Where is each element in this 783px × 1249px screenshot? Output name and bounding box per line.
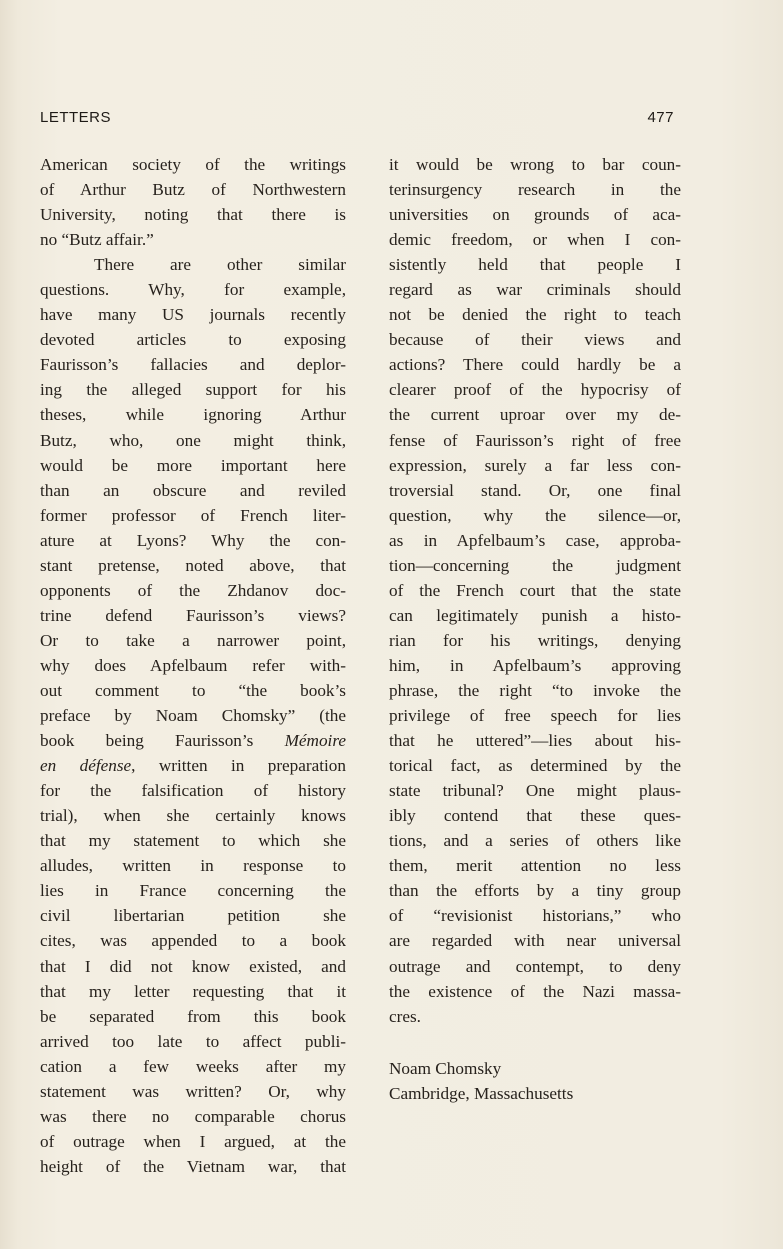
text-line: [389, 828, 681, 853]
text-line: [40, 628, 346, 653]
text-line: [40, 778, 346, 803]
text-line: [389, 503, 681, 528]
text-line: [40, 453, 346, 478]
text-line: [40, 152, 346, 177]
text-line: [40, 979, 346, 1004]
text-line: [389, 152, 681, 177]
page-number: 477: [647, 109, 674, 126]
text-run: Or to take a narrower point,: [40, 630, 346, 650]
text-run: have many US journals recently: [40, 305, 346, 325]
text-run: tions, and a series of others like: [389, 831, 681, 851]
text-run: that my statement to which she: [40, 831, 346, 851]
text-run: , written in preparation: [131, 756, 346, 776]
text-run: it would be wrong to bar coun-: [389, 155, 681, 174]
text-line: [389, 853, 681, 878]
text-run: American society of the writings: [40, 155, 346, 174]
text-line: [389, 803, 681, 828]
text-run: that I did not know existed, and: [40, 956, 346, 976]
text-run: not be denied the right to teach: [389, 305, 681, 325]
text-line: [389, 703, 681, 728]
text-run: phrase, the right “to invoke the: [389, 680, 681, 700]
text-line: [40, 1079, 346, 1104]
text-line: [40, 1004, 346, 1029]
text-line: [40, 603, 346, 628]
text-run: Faurisson’s fallacies and deplor-: [40, 355, 346, 375]
text-line: [389, 202, 681, 227]
text-line: [389, 928, 681, 953]
text-line: [40, 1154, 346, 1179]
text-run: than an obscure and reviled: [40, 480, 346, 500]
text-line: [389, 227, 681, 252]
text-line: [40, 903, 346, 928]
text-line: [389, 628, 681, 653]
text-line: [40, 703, 346, 728]
text-line: [389, 678, 681, 703]
text-line: [40, 1029, 346, 1054]
text-run: Butz, who, one might think,: [40, 430, 346, 450]
text-line: [389, 603, 681, 628]
text-run: cation a few weeks after my: [40, 1056, 346, 1076]
text-run: arrived too late to affect publi-: [40, 1031, 346, 1051]
text-line: [40, 377, 346, 402]
text-run: questions. Why, for example,: [40, 280, 346, 300]
text-run: of the French court that the state: [389, 580, 681, 600]
text-run: out comment to “the book’s: [40, 680, 346, 700]
right-column: [389, 152, 681, 1106]
text-line: [389, 903, 681, 928]
italic-title: en défense: [40, 756, 132, 776]
text-line: [40, 878, 346, 903]
text-line: [389, 1004, 681, 1029]
text-run: fense of Faurisson’s right of free: [389, 430, 681, 450]
text-line: [389, 428, 681, 453]
text-run: was there no comparable chorus: [40, 1106, 346, 1126]
text-run: that he uttered”—lies about his-: [389, 731, 681, 751]
text-line: [389, 954, 681, 979]
text-line: [389, 653, 681, 678]
text-line: [40, 803, 346, 828]
text-run: the existence of the Nazi massa-: [389, 981, 681, 1001]
section-title: LETTERS: [40, 109, 112, 126]
running-header: [40, 109, 674, 131]
text-line: [40, 252, 346, 277]
text-run: civil libertarian petition she: [40, 906, 346, 926]
text-run: opponents of the Zhdanov doc-: [40, 580, 346, 600]
text-line: [40, 402, 346, 427]
text-line: [40, 428, 346, 453]
text-line: [40, 1104, 346, 1129]
text-run: ing the alleged support for his: [40, 380, 346, 400]
text-line: [389, 478, 681, 503]
signature-name: Noam Chomsky: [389, 1058, 502, 1078]
text-line: [389, 878, 681, 903]
text-run: actions? There could hardly be a: [389, 355, 681, 375]
text-run: universities on grounds of aca-: [389, 205, 681, 225]
text-line: [389, 778, 681, 803]
text-run: rian for his writings, denying: [389, 630, 681, 650]
text-run: lies in France concerning the: [40, 881, 346, 901]
text-line: [40, 528, 346, 553]
text-line: [389, 528, 681, 553]
signature-gap: [389, 1029, 681, 1056]
text-line: [40, 553, 346, 578]
text-line: [40, 327, 346, 352]
text-run: terinsurgency research in the: [389, 180, 681, 200]
text-run: no “Butz affair.”: [40, 230, 154, 250]
text-run: tion—concerning the judgment: [389, 555, 681, 575]
text-line: [40, 227, 346, 252]
text-line: [389, 453, 681, 478]
text-line: [40, 653, 346, 678]
text-line: [389, 578, 681, 603]
text-line: [389, 252, 681, 277]
text-run: of “revisionist historians,” who: [389, 906, 681, 926]
text-run: that my letter requesting that it: [40, 981, 346, 1001]
text-line: [40, 177, 346, 202]
text-run: would be more important here: [40, 455, 346, 475]
right-column-text: [389, 152, 681, 1029]
text-run: outrage and contempt, to deny: [389, 956, 681, 976]
text-line: [40, 678, 346, 703]
text-run: alludes, written in response to: [40, 856, 346, 876]
text-run: question, why the silence—or,: [389, 505, 681, 525]
text-run: torical fact, as determined by the: [389, 756, 681, 776]
text-line: [40, 853, 346, 878]
text-run: can legitimately punish a histo-: [389, 605, 681, 625]
text-line: [40, 202, 346, 227]
text-run: trial), when she certainly knows: [40, 806, 346, 826]
text-run: University, noting that there is: [40, 205, 346, 225]
text-run: ibly contend that these ques-: [389, 806, 681, 826]
text-line: [40, 302, 346, 327]
text-run: the current uproar over my de-: [389, 405, 681, 425]
text-line: [40, 828, 346, 853]
text-run: demic freedom, or when I con-: [389, 230, 681, 250]
text-run: theses, while ignoring Arthur: [40, 405, 346, 425]
text-line: [389, 402, 681, 427]
text-line: [389, 553, 681, 578]
text-line: [389, 352, 681, 377]
text-run: why does Apfelbaum refer with-: [40, 655, 346, 675]
text-run: cites, was appended to a book: [40, 931, 346, 951]
text-run: for the falsification of history: [40, 781, 346, 801]
left-column: [40, 152, 346, 1179]
text-run: sistently held that people I: [389, 255, 681, 275]
text-run: of outrage when I argued, at the: [40, 1131, 346, 1151]
text-run: are regarded with near universal: [389, 931, 681, 951]
text-run: troversial stand. Or, one final: [389, 480, 681, 500]
text-run: book being Faurisson’s: [40, 731, 285, 751]
text-line: [389, 302, 681, 327]
text-run: ature at Lyons? Why the con-: [40, 530, 346, 550]
text-run: preface by Noam Chomsky” (the: [40, 706, 346, 726]
signature-location: Cambridge, Massachusetts: [389, 1083, 574, 1103]
text-run: clearer proof of the hypocrisy of: [389, 380, 681, 400]
text-run: trine defend Faurisson’s views?: [40, 605, 346, 625]
text-run: because of their views and: [389, 330, 681, 350]
text-line: [40, 753, 346, 778]
text-line: [389, 753, 681, 778]
text-line: [389, 377, 681, 402]
text-run: him, in Apfelbaum’s approving: [389, 655, 681, 675]
text-run: former professor of French liter-: [40, 505, 346, 525]
text-line: [40, 478, 346, 503]
text-line: [40, 728, 346, 753]
text-run: be separated from this book: [40, 1006, 346, 1026]
text-line: [389, 327, 681, 352]
text-run: cres.: [389, 1006, 421, 1026]
text-line: [40, 578, 346, 603]
text-run: state tribunal? One might plaus-: [389, 781, 681, 801]
text-run: devoted articles to exposing: [40, 330, 346, 350]
text-run: than the efforts by a tiny group: [389, 881, 681, 901]
text-run: them, merit attention no less: [389, 856, 681, 876]
italic-title: Mémoire: [284, 731, 346, 751]
text-line: [40, 503, 346, 528]
text-run: of Arthur Butz of Northwestern: [40, 180, 346, 200]
text-run: as in Apfelbaum’s case, approba-: [389, 530, 681, 550]
text-run: regard as war criminals should: [389, 280, 681, 300]
text-line: [40, 277, 346, 302]
text-run: stant pretense, noted above, that: [40, 555, 346, 575]
text-line: [389, 177, 681, 202]
text-line: [40, 352, 346, 377]
text-run: height of the Vietnam war, that: [40, 1156, 346, 1176]
text-line: [389, 277, 681, 302]
text-line: [389, 979, 681, 1004]
text-run: expression, surely a far less con-: [389, 455, 681, 475]
text-line: [40, 1129, 346, 1154]
text-run: privilege of free speech for lies: [389, 706, 681, 726]
text-line: [40, 928, 346, 953]
text-run: statement was written? Or, why: [40, 1081, 346, 1101]
text-line: [40, 1054, 346, 1079]
text-run: There are other similar: [94, 255, 346, 275]
text-line: [40, 954, 346, 979]
text-line: [389, 728, 681, 753]
